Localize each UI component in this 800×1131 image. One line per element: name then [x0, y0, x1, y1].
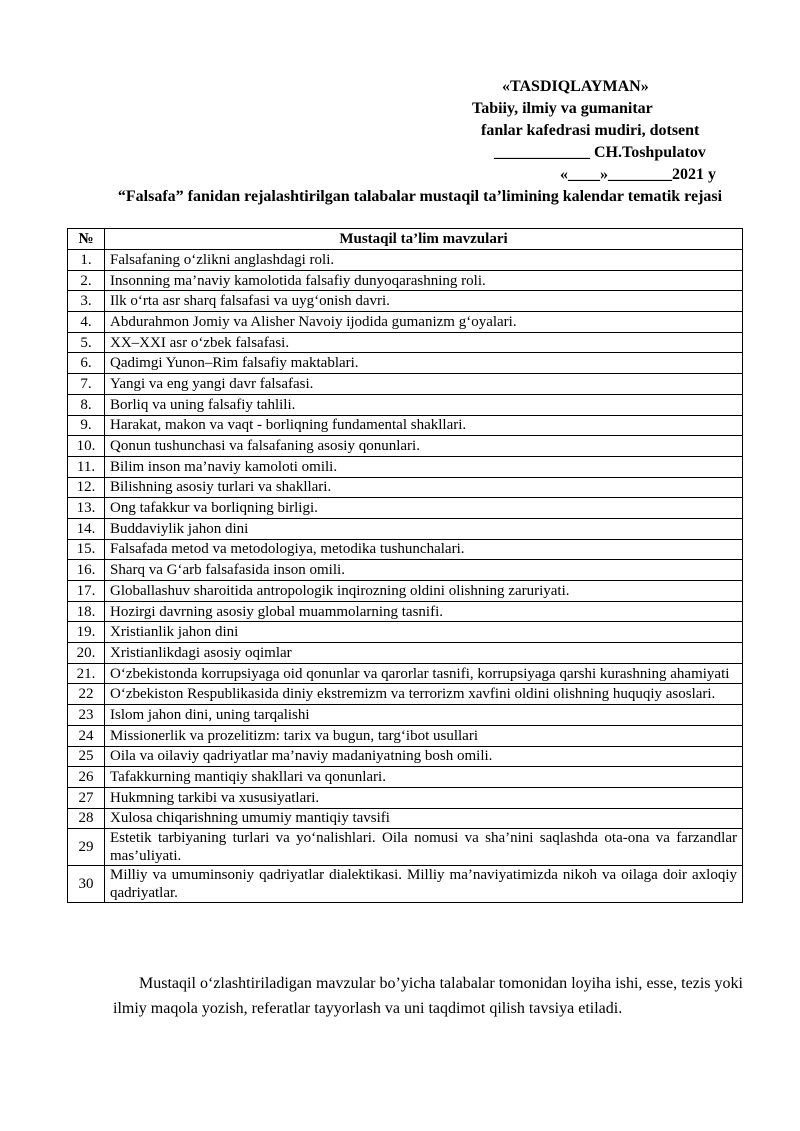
- row-topic: Bilim inson ma’naviy kamoloti omili.: [105, 456, 743, 477]
- approval-position-line2: fanlar kafedrasi mudiri, dotsent: [481, 122, 700, 139]
- table-row: [68, 663, 743, 684]
- table-row: [68, 415, 743, 436]
- row-topic: Insonning ma’naviy kamolotida falsafiy dunyoqarashning roli.: [105, 270, 743, 291]
- table-row: [68, 829, 743, 866]
- row-topic: Oila va oilaviy qadriyatlar ma’naviy madaniyatning bosh omili.: [105, 746, 743, 767]
- table-row: [68, 643, 743, 664]
- row-topic: Xristianlik jahon dini: [105, 622, 743, 643]
- row-topic: Falsafaning o‘zlikni anglashdagi roli.: [105, 250, 743, 271]
- table-row: [68, 539, 743, 560]
- table-row: [68, 746, 743, 767]
- row-topic: XX–XXI asr o‘zbek falsafasi.: [105, 332, 743, 353]
- table-row: [68, 374, 743, 395]
- column-header-topic: Mustaqil ta’lim mavzulari: [105, 229, 743, 250]
- topics-table: [67, 228, 743, 903]
- table-row: [68, 312, 743, 333]
- document-title: “Falsafa” fanidan rejalashtirilgan talabalar mustaqil ta’limining kalendar tematik rejasi: [117, 188, 723, 205]
- row-number: 28: [68, 808, 105, 829]
- row-topic: Ilk o‘rta asr sharq falsafasi va uyg‘onish davri.: [105, 291, 743, 312]
- table-row: [68, 270, 743, 291]
- footnote-paragraph: Mustaqil o‘zlashtiriladigan mavzular bo’yicha talabalar tomonidan loyiha ishi, esse, tezis yoki ilmiy maqola yozish, referatlar tayyorlash va uni taqdimot qilish tavsiya etiladi.: [113, 975, 743, 1017]
- approval-heading: «TASDIQLAYMAN»: [502, 78, 649, 95]
- table-row: [68, 622, 743, 643]
- row-topic: Xristianlikdagi asosiy oqimlar: [105, 643, 743, 664]
- table-row: [68, 498, 743, 519]
- row-topic: Qadimgi Yunon–Rim falsafiy maktablari.: [105, 353, 743, 374]
- row-number: 21.: [68, 663, 105, 684]
- row-topic: Borliq va uning falsafiy tahlili.: [105, 394, 743, 415]
- row-topic: Harakat, makon va vaqt - borliqning fundamental shakllari.: [105, 415, 743, 436]
- row-topic: O‘zbekistonda korrupsiyaga oid qonunlar va qarorlar tasnifi, korrupsiyaga qarshi kurashning ahamiyati: [105, 663, 743, 684]
- row-number: 10.: [68, 436, 105, 457]
- row-topic: Yangi va eng yangi davr falsafasi.: [105, 374, 743, 395]
- table-row: [68, 477, 743, 498]
- row-number: 20.: [68, 643, 105, 664]
- table-row: [68, 866, 743, 903]
- row-topic: Islom jahon dini, uning tarqalishi: [105, 705, 743, 726]
- row-topic: Qonun tushunchasi va falsafaning asosiy qonunlari.: [105, 436, 743, 457]
- table-row: [68, 601, 743, 622]
- row-topic: Abdurahmon Jomiy va Alisher Navoiy ijodida gumanizm g‘oyalari.: [105, 312, 743, 333]
- row-number: 9.: [68, 415, 105, 436]
- row-number: 22: [68, 684, 105, 705]
- row-topic: Estetik tarbiyaning turlari va yo‘nalishlari. Oila nomusi va sha’nini saqlashda ota-ona va farzandlar mas’uliyati.: [105, 829, 743, 866]
- table-row: [68, 518, 743, 539]
- approval-position-line1: Tabiiy, ilmiy va gumanitar: [472, 100, 653, 117]
- table-row: [68, 250, 743, 271]
- approval-date: «____»________2021 y: [560, 166, 716, 183]
- row-number: 7.: [68, 374, 105, 395]
- table-row: [68, 394, 743, 415]
- row-topic: Bilishning asosiy turlari va shakllari.: [105, 477, 743, 498]
- row-number: 1.: [68, 250, 105, 271]
- row-topic: Xulosa chiqarishning umumiy mantiqiy tavsifi: [105, 808, 743, 829]
- row-number: 19.: [68, 622, 105, 643]
- row-topic: O‘zbekiston Respublikasida diniy ekstremizm va terrorizm xavfini oldini olishning huquqiy asoslari.: [105, 684, 743, 705]
- row-number: 8.: [68, 394, 105, 415]
- table-row: [68, 581, 743, 602]
- table-row: [68, 560, 743, 581]
- table-row: [68, 767, 743, 788]
- row-number: 14.: [68, 518, 105, 539]
- row-topic: Globallashuv sharoitida antropologik inqirozning oldini olishning zaruriyati.: [105, 581, 743, 602]
- row-number: 11.: [68, 456, 105, 477]
- table-row: [68, 456, 743, 477]
- row-number: 12.: [68, 477, 105, 498]
- row-number: 30: [68, 866, 105, 903]
- row-number: 2.: [68, 270, 105, 291]
- row-number: 3.: [68, 291, 105, 312]
- row-number: 26: [68, 767, 105, 788]
- table-row: [68, 725, 743, 746]
- table-row: [68, 353, 743, 374]
- table-row: [68, 808, 743, 829]
- table-row: [68, 332, 743, 353]
- table-row: [68, 684, 743, 705]
- row-number: 17.: [68, 581, 105, 602]
- row-number: 6.: [68, 353, 105, 374]
- table-header-row: [68, 229, 743, 250]
- row-number: 29: [68, 829, 105, 866]
- row-topic: Hozirgi davrning asosiy global muammolarning tasnifi.: [105, 601, 743, 622]
- table-row: [68, 705, 743, 726]
- column-header-number: №: [68, 229, 105, 250]
- row-topic: Missionerlik va prozelitizm: tarix va bugun, targ‘ibot usullari: [105, 725, 743, 746]
- row-topic: Ong tafakkur va borliqning birligi.: [105, 498, 743, 519]
- row-number: 23: [68, 705, 105, 726]
- row-topic: Tafakkurning mantiqiy shakllari va qonunlari.: [105, 767, 743, 788]
- table-row: [68, 436, 743, 457]
- row-number: 16.: [68, 560, 105, 581]
- row-number: 5.: [68, 332, 105, 353]
- row-number: 4.: [68, 312, 105, 333]
- row-number: 24: [68, 725, 105, 746]
- approval-signature: ____________ CH.Toshpulatov: [494, 144, 706, 161]
- row-number: 27: [68, 787, 105, 808]
- table-row: [68, 291, 743, 312]
- table-body: [68, 250, 743, 903]
- row-number: 18.: [68, 601, 105, 622]
- table-row: [68, 787, 743, 808]
- row-topic: Milliy va umuminsoniy qadriyatlar dialektikasi. Milliy ma’naviyatimizda nikoh va oilaga doir axloqiy qadriyatlar.: [105, 866, 743, 903]
- row-number: 25: [68, 746, 105, 767]
- row-number: 15.: [68, 539, 105, 560]
- row-number: 13.: [68, 498, 105, 519]
- row-topic: Buddaviylik jahon dini: [105, 518, 743, 539]
- row-topic: Sharq va G‘arb falsafasida inson omili.: [105, 560, 743, 581]
- row-topic: Hukmning tarkibi va xususiyatlari.: [105, 787, 743, 808]
- row-topic: Falsafada metod va metodologiya, metodika tushunchalari.: [105, 539, 743, 560]
